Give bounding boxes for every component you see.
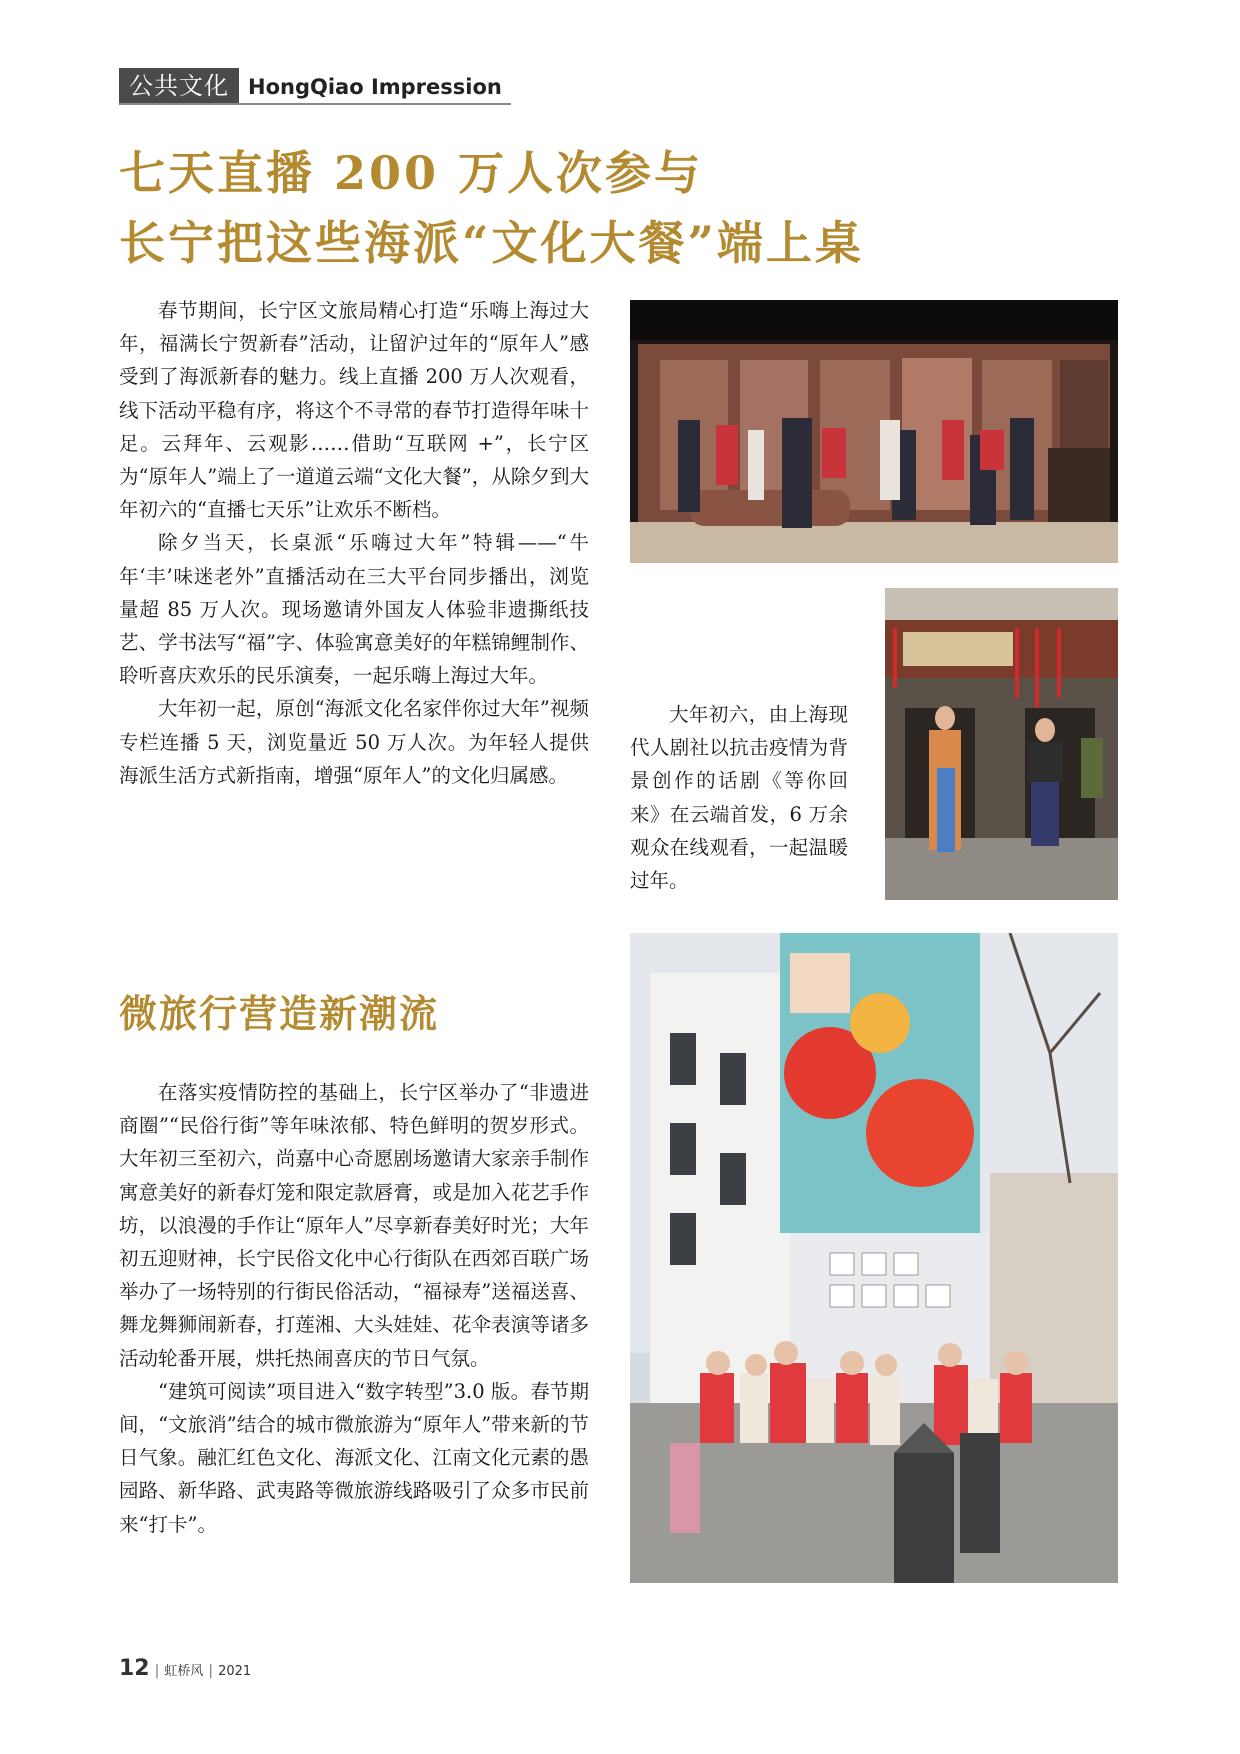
- article-paragraph: 大年初一起，原创“海派文化名家伴你过大年”视频专栏连播 5 天，浏览量近 50 万人次。为年轻人提供海派生活方式新指南，增强“原年人”的文化归属感。: [119, 697, 589, 787]
- photo-caption: [630, 698, 848, 897]
- footer-separator: |: [208, 1663, 214, 1679]
- page-number: 12: [119, 1656, 150, 1681]
- footer-separator: |: [154, 1663, 160, 1679]
- section-tag: 公共文化: [119, 68, 239, 104]
- performers-photo: [885, 588, 1118, 900]
- stage-play-photo: [630, 300, 1118, 563]
- article-paragraph: 除夕当天，长桌派“乐嗨过大年”特辑——“牛年‘丰’味迷老外”直播活动在三大平台同步播出，浏览量超 85 万人次。现场邀请外国友人体验非遗撕纸技艺、学书法写“福”字、体验寓意美好的年糕锦鲤制作、聆听喜庆欢乐的民乐演奏，一起乐嗨上海过大年。: [119, 531, 589, 688]
- article-body-intro: [119, 294, 589, 792]
- street-group-photo: [630, 933, 1118, 1583]
- headline-line-2: 长宁把这些海派“文化大餐”端上桌: [119, 216, 864, 270]
- section-subheading: 微旅行营造新潮流: [119, 991, 440, 1036]
- headline-line-1: 七天直播 200 万人次参与: [119, 146, 704, 200]
- article-paragraph: 在落实疫情防控的基础上，长宁区举办了“非遗进商圈”“民俗行街”等年味浓郁、特色鲜明的贺岁形式。大年初三至初六，尚嘉中心奇愿剧场邀请大家亲手制作寓意美好的新春灯笼和限定款唇膏，或是加入花艺手作坊，以浪漫的手作让“原年人”尽享新春美好时光；大年初五迎财神，长宁民俗文化中心行街队在西郊百联广场举办了一场特别的行街民俗活动，“福禄寿”送福送喜、舞龙舞狮闹新春，打莲湘、大头娃娃、花伞表演等诸多活动轮番开展，烘托热闹喜庆的节日气氛。: [119, 1081, 589, 1370]
- caption-text: 大年初六，由上海现代人剧社以抗击疫情为背景创作的话剧《等你回来》在云端首发，6 万余观众在线观看，一起温暖过年。: [630, 703, 848, 893]
- footer-magazine-name: 虹桥风: [164, 1664, 204, 1679]
- article-paragraph: “建筑可阅读”项目进入“数字转型”3.0 版。春节期间，“文旅消”结合的城市微旅游为“原年人”带来新的节日气象。融汇红色文化、海派文化、江南文化元素的愚园路、新华路、武夷路等微旅游线路吸引了众多市民前来“打卡”。: [119, 1379, 589, 1536]
- magazine-name: HongQiao Impression: [248, 75, 502, 99]
- footer-year: 2021: [218, 1664, 252, 1679]
- article-paragraph: 春节期间，长宁区文旅局精心打造“乐嗨上海过大年，福满长宁贺新春”活动，让留沪过年的“原年人”感受到了海派新春的魅力。线上直播 200 万人次观看，线下活动平稳有序，将这个不寻常的春节打造得年味十足。云拜年、云观影……借助“互联网 +”，长宁区为“原年人”端上了一道道云端“文化大餐”，从除夕到大年初六的“直播七天乐”让欢乐不断档。: [119, 299, 589, 522]
- header-divider: [119, 103, 511, 105]
- article-body-micro-travel: [119, 1076, 589, 1541]
- page-footer: [119, 1656, 251, 1681]
